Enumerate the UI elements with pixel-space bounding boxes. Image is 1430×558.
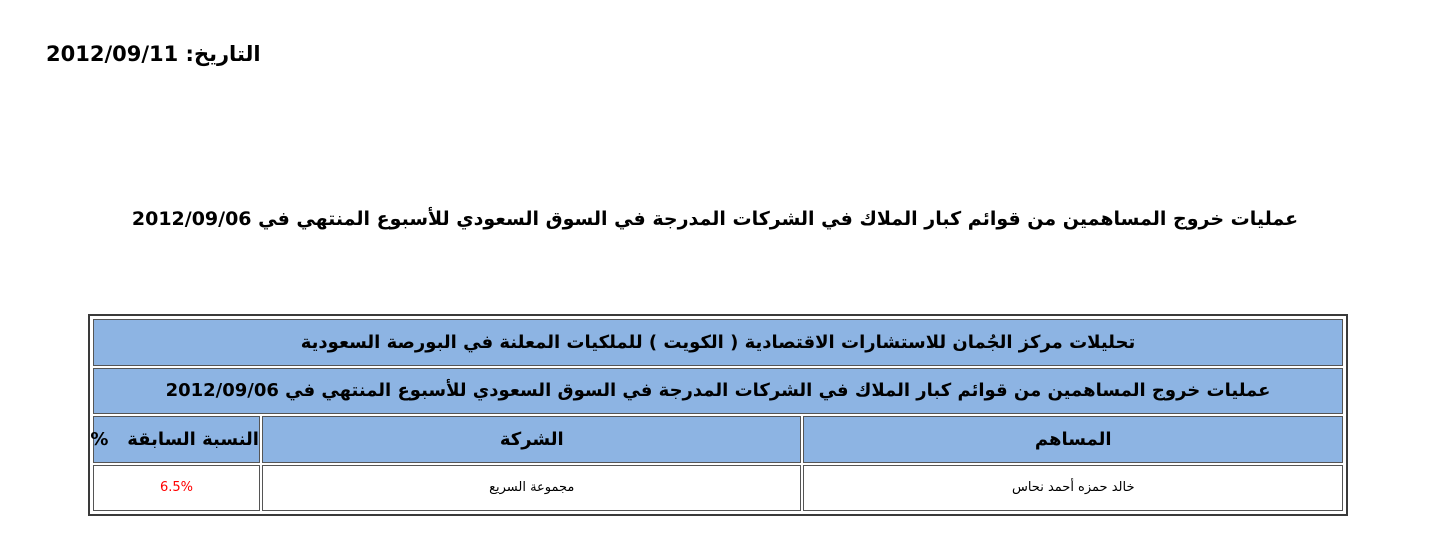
date-value: 2012/09/11 <box>46 42 179 66</box>
report-title: عمليات خروج المساهمين من قوائم كبار الملاك في الشركات المدرجة في السوق السعودي للأسبوع المنتهي في 2012/09/06 <box>131 208 1299 230</box>
ownership-exits-table <box>91 317 1345 513</box>
ownership-table-frame <box>88 314 1348 516</box>
cell-previous-pct: 6.5% <box>93 465 260 512</box>
table-title-header: عمليات خروج المساهمين من قوائم كبار الملاك في الشركات المدرجة في السوق السعودي للأسبوع المنتهي في 2012/09/06 <box>93 368 1343 415</box>
cell-shareholder: خالد حمزه أحمد نحاس <box>803 465 1343 512</box>
column-header-company: الشركة <box>262 416 802 463</box>
report-date <box>46 42 261 66</box>
date-label: التاريخ: <box>185 42 261 66</box>
table-column-headers <box>93 416 1343 463</box>
cell-company: مجموعة السريع <box>262 465 802 512</box>
table-band-row-2 <box>93 368 1343 415</box>
column-header-previous-pct: النسبة السابقة % <box>93 416 260 463</box>
table-band-row-1 <box>93 319 1343 366</box>
table-row <box>93 465 1343 512</box>
column-header-shareholder: المساهم <box>803 416 1343 463</box>
table-source-header: تحليلات مركز الجُمان للاستشارات الاقتصادية ( الكويت ) للملكيات المعلنة في البورصة السعودية <box>93 319 1343 366</box>
